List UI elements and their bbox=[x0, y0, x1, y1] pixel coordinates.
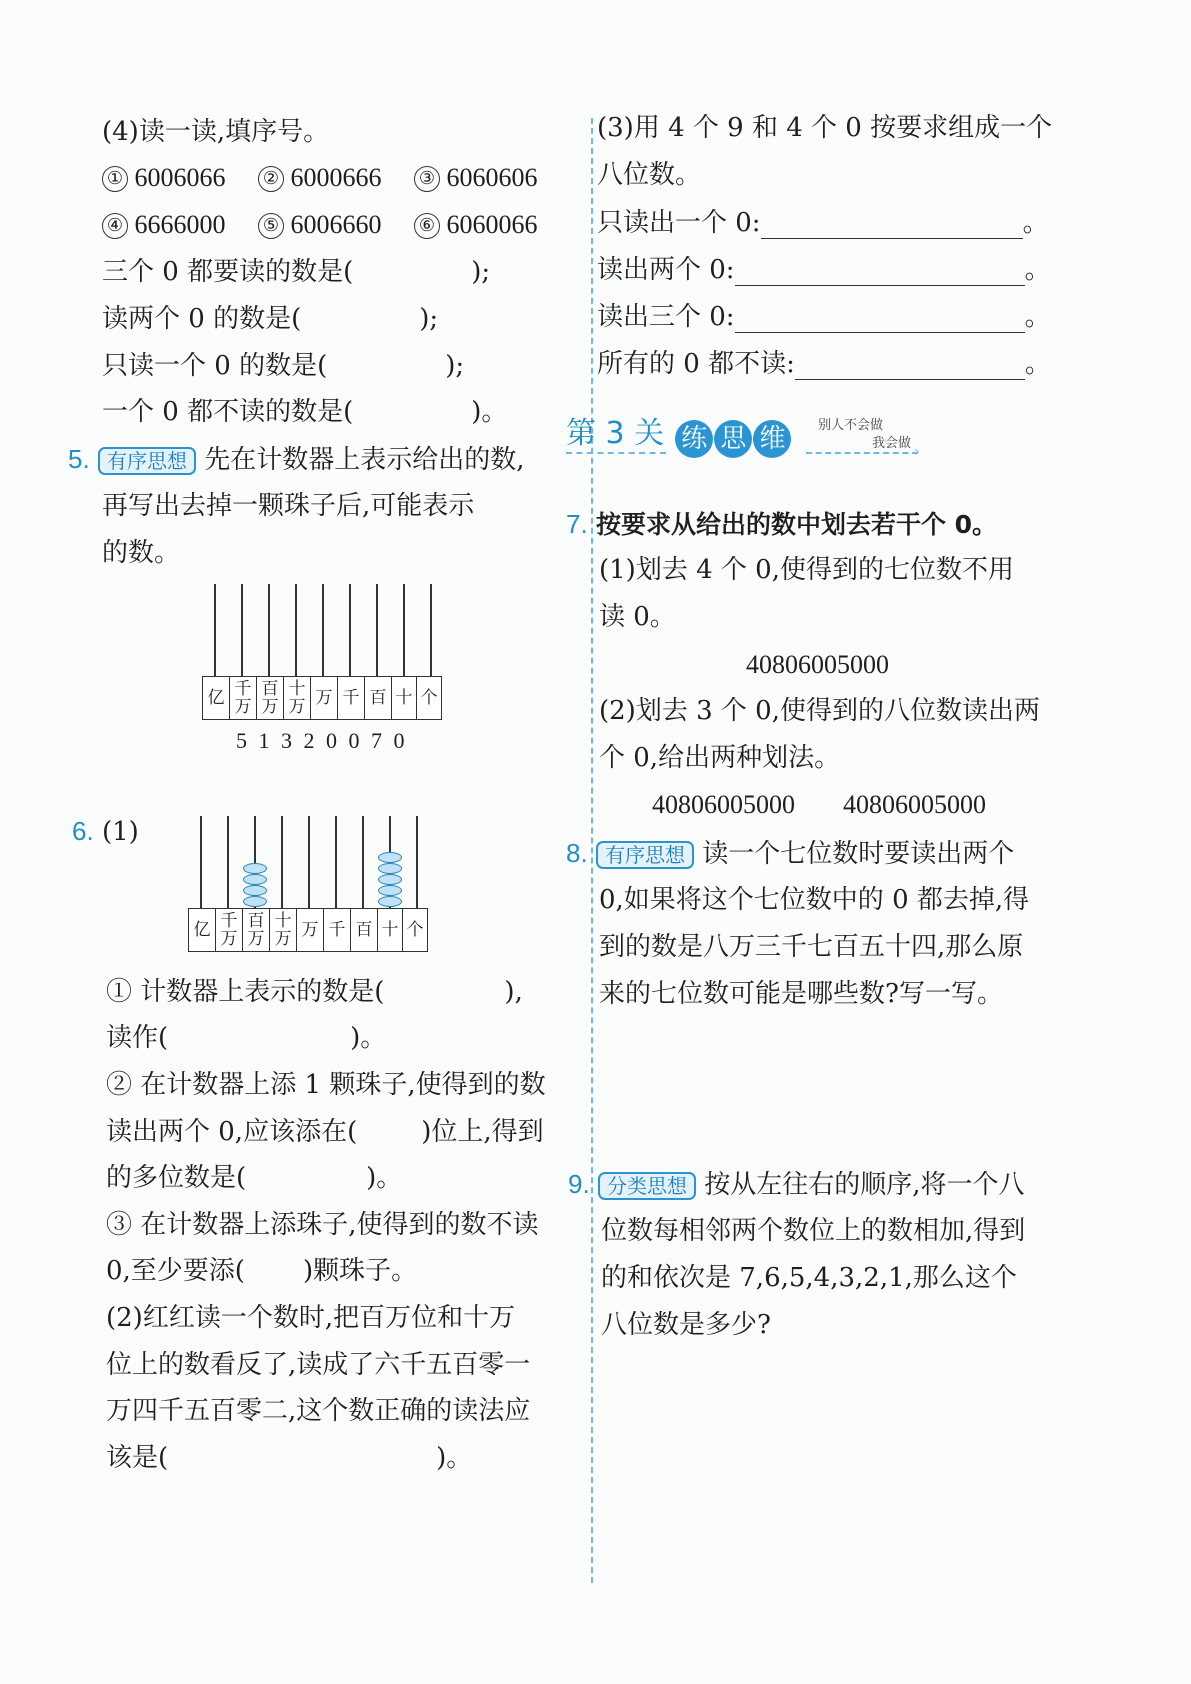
q6-line-3: ② 在计数器上添 1 颗珠子,使得到的数 bbox=[106, 1070, 546, 1100]
q8-number: 8. bbox=[566, 838, 588, 868]
level-tag-2: 我会做 bbox=[872, 436, 912, 451]
q9-line2: 位数每相邻两个数位上的数相加,得到 bbox=[601, 1216, 1026, 1246]
abacus-q5-labels bbox=[202, 676, 442, 720]
q6-line-7: 0,至少要添( )颗珠子。 bbox=[106, 1256, 418, 1286]
q6-header: 6. (1) bbox=[72, 816, 139, 847]
level-ball: 维 bbox=[753, 420, 791, 458]
q5-line3: 的数。 bbox=[102, 538, 181, 568]
bead bbox=[243, 863, 267, 874]
q3-item-3: 读出三个 0: 。 bbox=[597, 302, 1051, 332]
q8-line2: 0,如果将这个七位数中的 0 都去掉,得 bbox=[599, 885, 1030, 915]
level-underline-left bbox=[566, 452, 666, 454]
q6-line-4: 读出两个 0,应该添在( )位上,得到 bbox=[106, 1117, 544, 1147]
q6-line-10: 万四千五百零二,这个数正确的读法应 bbox=[106, 1396, 531, 1426]
level-header bbox=[566, 408, 787, 458]
q6-line-1: ① 计数器上表示的数是( ), bbox=[106, 977, 523, 1007]
arrow-icon: › bbox=[914, 444, 920, 460]
abacus-q5 bbox=[202, 584, 442, 724]
q7-p2a: (2)划去 3 个 0,使得到的八位数读出两 bbox=[599, 696, 1040, 726]
q9-number: 9. bbox=[568, 1169, 590, 1199]
q4-options-row1 bbox=[102, 162, 538, 194]
bead bbox=[378, 896, 402, 907]
q8-line3: 到的数是八万三千七百五十四,那么原 bbox=[599, 932, 1024, 962]
q3-item-2: 读出两个 0: 。 bbox=[597, 255, 1051, 285]
q4-title: (4)读一读,填序号。 bbox=[102, 117, 330, 147]
q9-badge: 分类思想 bbox=[598, 1172, 696, 1200]
q9-line3: 的和依次是 7,6,5,4,3,2,1,那么这个 bbox=[601, 1263, 1017, 1293]
q6-number: 6. bbox=[72, 816, 94, 846]
level-ball: 思 bbox=[714, 420, 752, 458]
level-ball: 练 bbox=[675, 420, 713, 458]
q8-line4: 来的七位数可能是哪些数?写一写。 bbox=[599, 979, 1003, 1009]
q4-blank-4: 一个 0 都不读的数是( )。 bbox=[102, 397, 508, 427]
q9-line1: 9. 分类思想 按从左往右的顺序,将一个八 bbox=[568, 1169, 1025, 1200]
bead bbox=[243, 885, 267, 896]
bead bbox=[378, 852, 402, 863]
q3-item-4: 所有的 0 都不读: 。 bbox=[597, 349, 1051, 379]
place-label: 百万 bbox=[242, 909, 269, 951]
place-label: 十万 bbox=[283, 677, 310, 719]
place-label: 万 bbox=[296, 909, 323, 951]
place-label: 个 bbox=[416, 677, 441, 719]
place-label: 十 bbox=[377, 909, 402, 951]
q8-line1: 8. 有序思想 读一个七位数时要读出两个 bbox=[566, 838, 1015, 869]
q4-blank-3: 只读一个 0 的数是( ); bbox=[102, 351, 465, 381]
q4-blank-1: 三个 0 都要读的数是( ); bbox=[102, 257, 491, 287]
level-title bbox=[675, 420, 787, 458]
option-5: ⑤ 6006660 bbox=[258, 210, 382, 239]
q7-title: 7. 按要求从给出的数中划去若干个 0。 bbox=[566, 509, 998, 539]
q6-line-5: 的多位数是( )。 bbox=[106, 1163, 403, 1193]
place-label: 千 bbox=[337, 677, 364, 719]
bead bbox=[378, 885, 402, 896]
q6-line-6: ③ 在计数器上添珠子,使得到的数不读 bbox=[106, 1210, 539, 1240]
place-label: 十 bbox=[391, 677, 416, 719]
place-label: 亿 bbox=[193, 920, 211, 940]
q7-p2b: 个 0,给出两种划法。 bbox=[599, 743, 841, 773]
abacus-q6-labels bbox=[188, 908, 428, 952]
q7-number-1: 40806005000 bbox=[746, 650, 889, 679]
q5-badge: 有序思想 bbox=[98, 447, 196, 475]
level-prefix: 第 3 关 bbox=[566, 416, 665, 451]
q6-line-11: 该是( )。 bbox=[106, 1443, 473, 1473]
abacus-q6 bbox=[188, 816, 428, 956]
q6-line-9: 位上的数看反了,读成了六千五百零一 bbox=[106, 1350, 531, 1380]
place-label: 十万 bbox=[269, 909, 296, 951]
q6-line-2: 读作( )。 bbox=[106, 1023, 387, 1053]
level-tag-1: 别人不会做 bbox=[818, 418, 884, 433]
place-label: 万 bbox=[310, 677, 337, 719]
q3-item-1: 只读出一个 0: 。 bbox=[597, 208, 1049, 238]
option-4: ④ 6666000 bbox=[102, 210, 226, 239]
bead bbox=[378, 874, 402, 885]
place-label: 千 bbox=[323, 909, 350, 951]
option-3: ③ 6060606 bbox=[414, 163, 538, 192]
option-6: ⑥ 6060066 bbox=[414, 210, 538, 239]
q5-digits: 5 1 3 2 0 0 7 0 bbox=[236, 728, 408, 753]
place-label: 个 bbox=[402, 909, 427, 951]
q9-line4: 八位数是多少? bbox=[601, 1310, 771, 1340]
q6-line-8: (2)红红读一个数时,把百万位和十万 bbox=[106, 1303, 516, 1333]
place-label: 百万 bbox=[256, 677, 283, 719]
level-underline-right bbox=[806, 452, 918, 454]
place-label: 千万 bbox=[229, 677, 256, 719]
q7-p1b: 读 0。 bbox=[599, 602, 676, 632]
bead bbox=[243, 874, 267, 885]
option-2: ② 6000666 bbox=[258, 163, 382, 192]
answer-line[interactable] bbox=[735, 308, 1025, 333]
bead bbox=[243, 896, 267, 907]
q8-badge: 有序思想 bbox=[596, 841, 694, 869]
answer-line[interactable] bbox=[761, 214, 1023, 239]
q7-number: 7. bbox=[566, 509, 588, 539]
q5-line2: 再写出去掉一颗珠子后,可能表示 bbox=[102, 491, 475, 521]
answer-line[interactable] bbox=[735, 261, 1025, 286]
q4-options-row2 bbox=[102, 209, 538, 241]
q7-p1a: (1)划去 4 个 0,使得到的七位数不用 bbox=[599, 555, 1014, 585]
q7-number-3: 40806005000 bbox=[843, 790, 986, 819]
q5-number: 5. bbox=[68, 444, 90, 474]
bead bbox=[378, 863, 402, 874]
answer-line[interactable] bbox=[795, 355, 1025, 380]
place-label: 亿 bbox=[207, 688, 225, 708]
q4-blank-2: 读两个 0 的数是( ); bbox=[102, 304, 439, 334]
q3-line1: (3)用 4 个 9 和 4 个 0 按要求组成一个 bbox=[597, 113, 1053, 143]
q7-number-2: 40806005000 bbox=[652, 790, 795, 819]
place-label: 百 bbox=[364, 677, 391, 719]
q5-line1: 5. 有序思想 先在计数器上表示给出的数, bbox=[68, 444, 525, 475]
place-label: 百 bbox=[350, 909, 377, 951]
option-1: ① 6006066 bbox=[102, 163, 226, 192]
place-label: 千万 bbox=[215, 909, 242, 951]
q3-line2: 八位数。 bbox=[597, 160, 702, 190]
